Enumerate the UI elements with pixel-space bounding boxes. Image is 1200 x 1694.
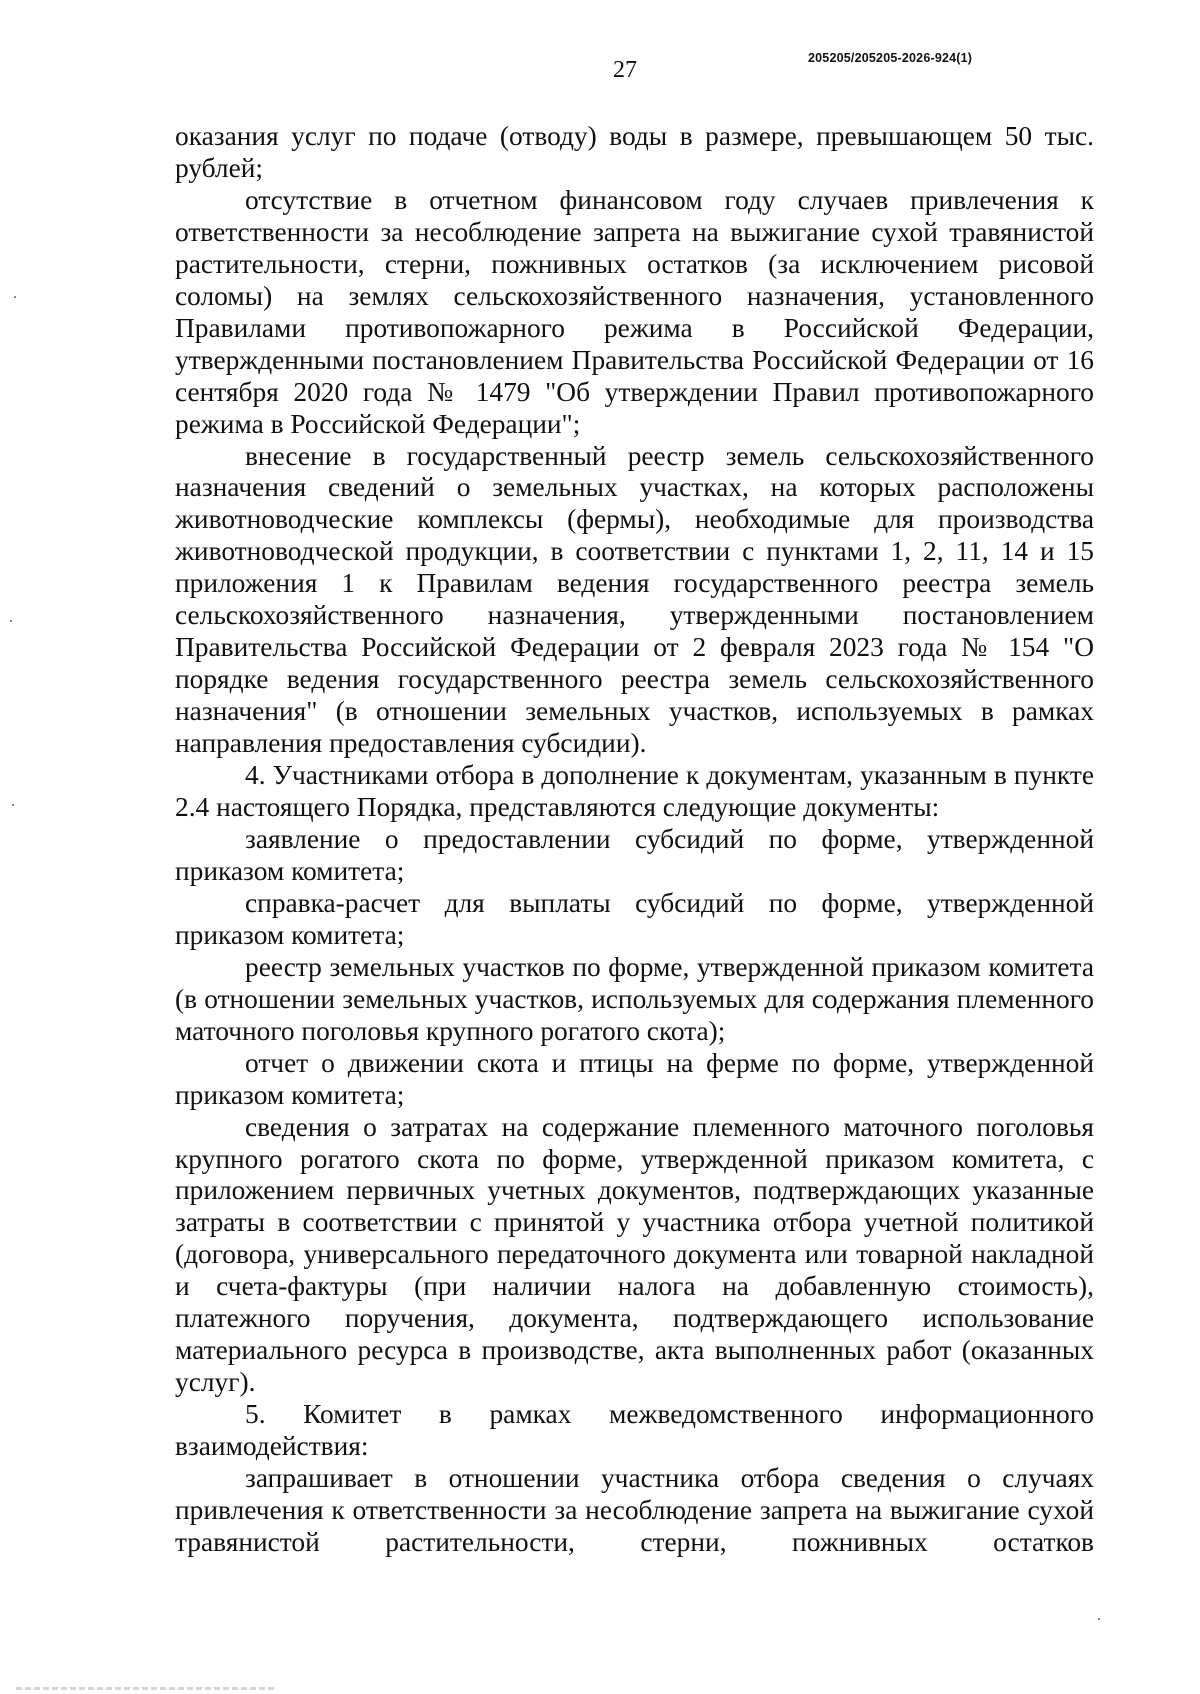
page-number: 27 (613, 57, 637, 83)
paragraph: запрашивает в отношении участника отбора сведения о случаях привлечения к ответственности за несоблюдение запрета на выжигание сухой травянистой растительности, стерни, пожнивных остатков (175, 1463, 1094, 1557)
scan-speck (1098, 1618, 1100, 1620)
scan-speck (14, 296, 16, 298)
paragraph: заявление о предоставлении субсидий по форме, утвержденной приказом комитета; (175, 823, 1094, 886)
paragraph: справка-расчет для выплаты субсидий по форме, утвержденной приказом комитета; (175, 887, 1094, 950)
scan-speck (10, 620, 12, 622)
paragraph: 4. Участниками отбора в дополнение к документам, указанным в пункте 2.4 настоящего Порядка, представляются следующие документы: (175, 760, 1094, 823)
paragraph: реестр земельных участков по форме, утвержденной приказом комитета (в отношении земельных участков, используемых для содержания племенного маточного поголовья крупного рогатого скота); (175, 951, 1094, 1046)
scan-speck (12, 804, 14, 806)
document-body (175, 121, 1094, 1559)
paragraph: 5. Комитет в рамках межведомственного информационного взаимодействия: (175, 1399, 1094, 1462)
paragraph: отчет о движении скота и птицы на ферме по форме, утвержденной приказом комитета; (175, 1047, 1094, 1110)
scan-edge-strip (16, 1687, 276, 1690)
paragraph: отсутствие в отчетном финансовом году случаев привлечения к ответственности за несоблюдение запрета на выжигание сухой травянистой растительности, стерни, пожнивных остатков (за исключением рисовой соломы) на землях сельскохозяйственного назначения, установленного Правилами противопожарного режима в Российской Федерации, утвержденными постановлением Правительства Российской Федерации от 16 сентября 2020 года № 1479 "Об утверждении Правил противопожарного режима в Российской Федерации"; (175, 184, 1094, 439)
paragraph: оказания услуг по подаче (отводу) воды в размере, превышающем 50 тыс. рублей; (175, 121, 1094, 183)
paragraph: сведения о затратах на содержание племенного маточного поголовья крупного рогатого скота по форме, утвержденной приказом комитета, с приложением первичных учетных документов, подтверждающих указанные затраты в соответствии с принятой у участника отбора учетной политикой (договора, универсального передаточного документа или товарной накладной и счета-фактуры (при наличии налога на добавленную стоимость), платежного поручения, документа, подтверждающего использование материального ресурса в производстве, акта выполненных работ (оказанных услуг). (175, 1111, 1094, 1398)
paragraph: внесение в государственный реестр земель сельскохозяйственного назначения сведений о земельных участках, на которых расположены животноводческие комплексы (фермы), необходимые для производства животноводческой продукции, в соответствии с пунктами 1, 2, 11, 14 и 15 приложения 1 к Правилам ведения государственного реестра земель сельскохозяйственного назначения, утвержденными постановлением Правительства Российской Федерации от 2 февраля 2023 года № 154 "О порядке ведения государственного реестра земель сельскохозяйственного назначения" (в отношении земельных участков, используемых в рамках направления предоставления субсидии). (175, 440, 1094, 759)
document-id: 205205/205205-2026-924(1) (808, 51, 973, 65)
